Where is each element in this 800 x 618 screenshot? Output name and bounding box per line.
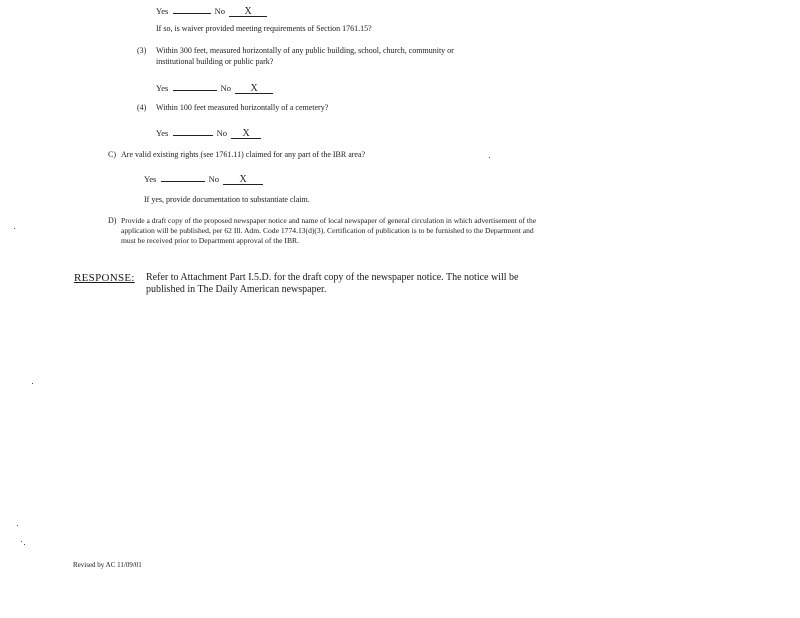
- item-c-text: Are valid existing rights (see 1761.11) claimed for any part of the IBR area?: [121, 150, 366, 159]
- item-4-number: (4): [137, 103, 147, 112]
- item-3-text-line2: institutional building or public park?: [156, 57, 274, 66]
- no-label: No: [216, 128, 228, 138]
- item-c-followup: If yes, provide documentation to substantiate claim.: [144, 195, 310, 204]
- waiver-followup: If so, is waiver provided meeting requirements of Section 1761.15?: [156, 24, 372, 33]
- item-3-text-line1: Within 300 feet, measured horizontally of any public building, school, church, community or: [156, 46, 454, 55]
- no-answer-mark: X: [231, 129, 261, 139]
- no-label: No: [220, 83, 232, 93]
- yes-blank: [173, 81, 217, 91]
- yes-blank: [161, 172, 205, 182]
- scan-speck: [24, 544, 25, 545]
- yes-label: Yes: [144, 174, 157, 184]
- yes-label: Yes: [156, 128, 169, 138]
- yes-no-row-4: [156, 126, 263, 139]
- no-answer-mark: X: [229, 7, 267, 17]
- scan-speck: [14, 228, 15, 229]
- item-3-number: (3): [137, 46, 147, 55]
- no-label: No: [214, 6, 226, 16]
- item-d-text: Provide a draft copy of the proposed newspaper notice and name of local newspaper of general circulation in which advertisement of the application will be published, per 62 Ill. Adm. Code 1774.13(d)(3). Certification of publication is to be furnished to the Department and must be received prior to Department approval of the IBR.: [121, 216, 537, 245]
- item-4-text: Within 100 feet measured horizontally of a cemetery?: [156, 103, 329, 112]
- scan-speck: [17, 525, 18, 526]
- scan-speck: [489, 157, 490, 158]
- no-label: No: [208, 174, 220, 184]
- revision-footer: Revised by AC 11/09/01: [73, 561, 142, 569]
- no-answer-mark: X: [223, 175, 263, 185]
- item-d-letter: D): [108, 216, 117, 225]
- scan-speck: [21, 541, 22, 542]
- yes-no-row-1: [156, 4, 269, 17]
- yes-no-row-c: [144, 172, 265, 185]
- yes-label: Yes: [156, 83, 169, 93]
- item-c-letter: C): [108, 150, 116, 159]
- response-text: Refer to Attachment Part I.5.D. for the draft copy of the newspaper notice. The notice will be published in The Daily American newspaper.: [146, 272, 519, 295]
- response-label: RESPONSE:: [74, 272, 135, 284]
- yes-blank: [173, 4, 211, 14]
- yes-label: Yes: [156, 6, 169, 16]
- scan-speck: [32, 383, 33, 384]
- yes-no-row-3: [156, 81, 275, 94]
- yes-blank: [173, 126, 213, 136]
- no-answer-mark: X: [235, 84, 273, 94]
